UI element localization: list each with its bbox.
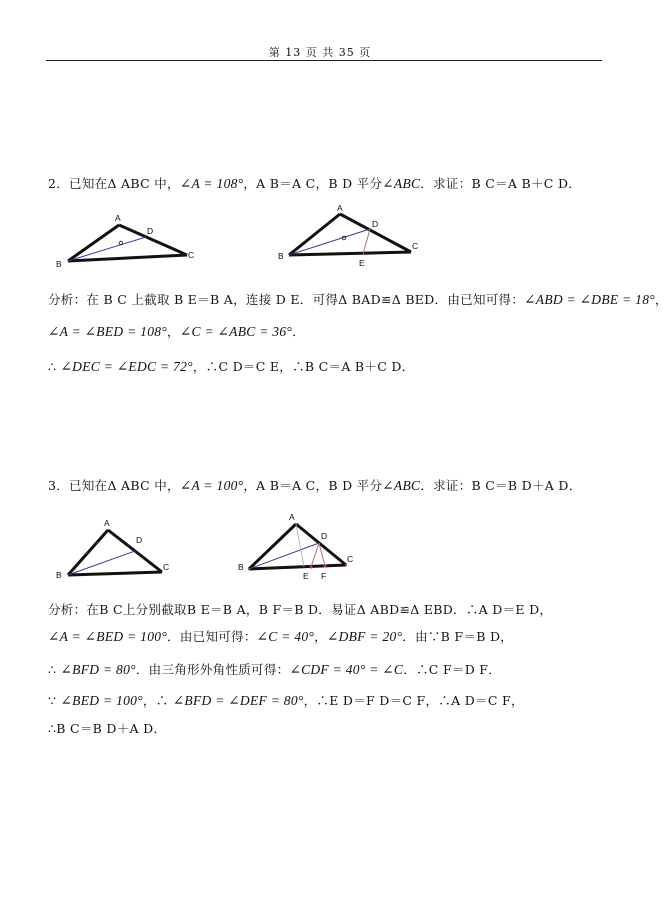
- problem-3-figure-right: [236, 505, 366, 585]
- problem-3-analysis-line-3: [48, 660, 501, 678]
- vertex-label-a: A: [337, 203, 343, 213]
- text-segment: ．: [292, 324, 305, 339]
- vertex-label-c: C: [163, 562, 170, 572]
- math-expression: ∠A = 108°: [179, 176, 244, 191]
- math-expression: ∠CDF = 40° = ∠C: [289, 662, 404, 677]
- text-segment: ∵: [48, 693, 61, 708]
- text-segment: ，∴E D＝F D＝C F，∴A D＝C F，: [303, 693, 524, 708]
- problem-3-analysis-line-5: [48, 719, 166, 737]
- problem-3-analysis-line-2: [48, 627, 513, 645]
- vertex-label-e: E: [359, 258, 365, 268]
- text-segment: ∴B C＝B D＋A D．: [48, 721, 167, 736]
- text-segment: 3．已知在Δ ABC 中，: [48, 478, 180, 493]
- text-segment: 分析：在B C上分别截取B E＝B A，B F＝B D．易证Δ ABD≌Δ EBD．∴A D＝E D，: [48, 602, 553, 617]
- page-number-header: 第 13 页 共 35 页: [268, 46, 372, 59]
- math-expression: ∠BFD = 80°: [60, 662, 136, 677]
- math-expression: ∠ABC: [382, 478, 421, 493]
- problem-2-analysis-line-3: [48, 357, 414, 375]
- problem-3-statement: [48, 476, 582, 494]
- text-segment: ，: [314, 629, 327, 644]
- text-segment: ．求证：B C＝A B＋C D．: [420, 176, 582, 191]
- math-expression: ∠A = 100°: [179, 478, 244, 493]
- vertex-label-d: D: [321, 531, 328, 541]
- vertex-label-d: D: [372, 219, 379, 229]
- vertex-label-c: C: [347, 554, 354, 564]
- vertex-label-a: A: [289, 512, 295, 522]
- text-segment: 2．已知在Δ ABC 中，: [48, 176, 180, 191]
- text-segment: ．由三角形外角性质可得：: [135, 662, 290, 677]
- text-segment: ，A B＝A C，B D 平分: [243, 478, 383, 493]
- text-segment: ，A B＝A C，B D 平分: [243, 176, 383, 191]
- vertex-label-b: B: [278, 251, 284, 261]
- text-segment: ．∴C F＝D F．: [403, 662, 502, 677]
- vertex-label-f: F: [321, 571, 327, 581]
- problem-2-figure-left: [52, 210, 202, 272]
- problem-2-figure-right: [276, 200, 426, 270]
- math-expression: ∠DEC = ∠EDC = 72°: [60, 359, 193, 374]
- vertex-label-b: B: [56, 570, 62, 580]
- problem-2-statement: [48, 174, 581, 192]
- problem-3-figure-left: [52, 515, 182, 585]
- vertex-label-c: C: [188, 250, 195, 260]
- problem-2-analysis-line-1: [48, 290, 668, 308]
- math-expression: ∠BFD = ∠DEF = 80°: [172, 693, 304, 708]
- math-expression: ∠A = ∠BED = 100°: [48, 629, 168, 644]
- vertex-label-d: D: [147, 226, 154, 236]
- problem-3-analysis-line-4: [48, 691, 524, 709]
- text-segment: ，∴: [142, 693, 173, 708]
- text-segment: ∴: [48, 359, 61, 374]
- problem-3-analysis-line-1: [48, 600, 552, 618]
- vertex-label-d: D: [136, 535, 143, 545]
- math-expression: ∠ABD = ∠DBE = 18°: [524, 292, 655, 307]
- text-segment: ，: [654, 292, 668, 307]
- vertex-label-a: A: [115, 213, 121, 223]
- math-expression: ∠A = ∠BED = 108°: [48, 324, 168, 339]
- vertex-label-b: B: [56, 259, 62, 269]
- text-segment: ．由已知可得：: [167, 629, 257, 644]
- math-expression: ∠BED = 100°: [60, 693, 143, 708]
- text-segment: ．由∵B F＝B D，: [402, 629, 514, 644]
- text-segment: ∴: [48, 662, 61, 677]
- vertex-label-b: B: [238, 562, 244, 572]
- vertex-label-c: C: [412, 241, 419, 251]
- math-expression: ∠C = ∠ABC = 36°: [179, 324, 293, 339]
- math-expression: ∠DBF = 20°: [326, 629, 403, 644]
- math-expression: ∠C = 40°: [256, 629, 315, 644]
- problem-2-analysis-line-2: [48, 322, 305, 340]
- vertex-label-a: A: [104, 518, 110, 528]
- header-rule: [46, 60, 602, 61]
- math-expression: ∠ABC: [382, 176, 421, 191]
- text-segment: ，: [167, 324, 180, 339]
- vertex-label-e: E: [303, 571, 309, 581]
- text-segment: ，∴C D＝C E，∴B C＝A B＋C D．: [192, 359, 415, 374]
- text-segment: 分析：在 B C 上截取 B E＝B A，连接 D E．可得Δ BAD≌Δ BED．由已知可得：: [48, 292, 525, 307]
- text-segment: ．求证：B C＝B D＋A D．: [420, 478, 582, 493]
